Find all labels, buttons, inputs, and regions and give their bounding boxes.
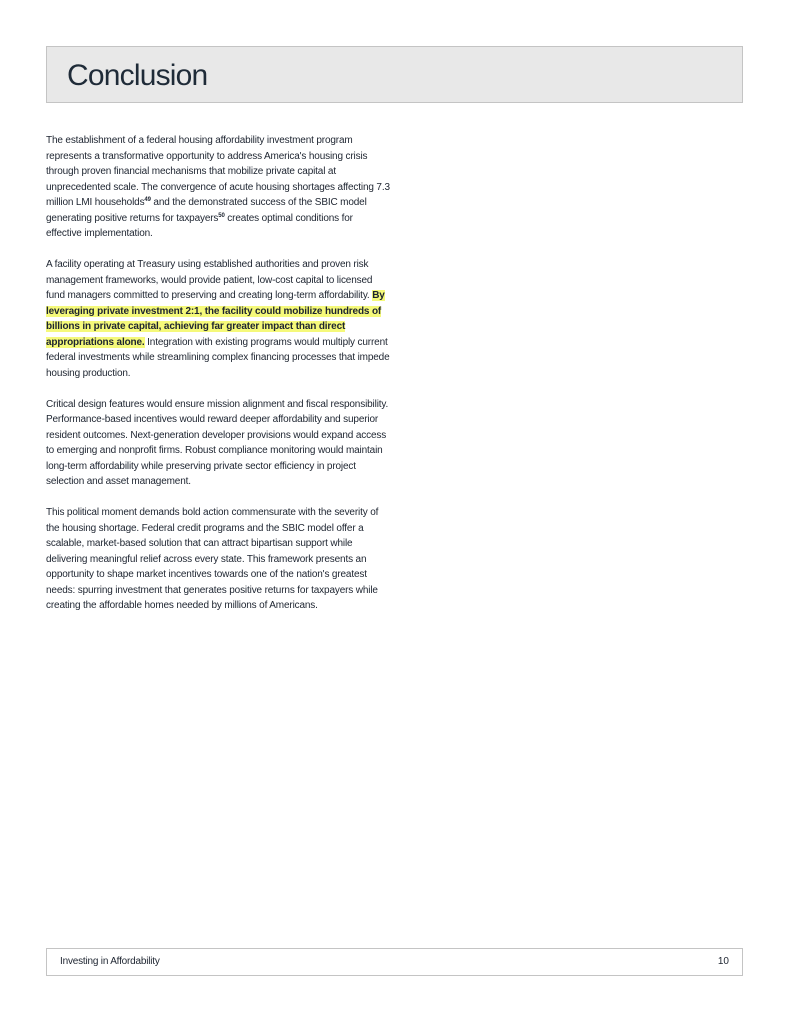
paragraph-2-text-a: A facility operating at Treasury using established authorities and proven risk management frameworks, would provide patient, low-cost capital to licensed fund managers committed to preserving and creating long-term affordability. [46,259,373,301]
paragraph-1-text-a: The establishment of a federal housing affordability investment program represents a transformative opportunity to address America's housing crisis through proven financial mechanisms that mobilize private capital at unprecedented scale. The convergence of acute housing shortages affecting 7.3 million LMI households [46,135,390,208]
footer-document-title: Investing in Affordability [60,956,160,967]
page-number: 10 [717,956,729,967]
footnote-ref-50: 50 [218,212,225,219]
paragraph-2-text-b: Integration with existing programs would multiply current federal investments while streamlining complex financing processes that impede housing production. [46,336,390,379]
paragraph-1 [46,133,391,242]
highlighted-text: By leveraging private investment 2:1, the facility could mobilize hundreds of billions in private capital, achieving far greater impact than direct appropriations alone. [46,290,385,348]
paragraph-3: Critical design features would ensure mission alignment and fiscal responsibility. Performance-based incentives would reward deeper affordability and superior resident outcomes. Next-generation developer provisions would expand access to emerging and nonprofit firms. Robust compliance monitoring would maintain long-term affordability while preserving private sector efficiency in project selection and asset management. [46,398,389,487]
paragraph-4: This political moment demands bold action commensurate with the severity of the housing shortage. Federal credit programs and the SBIC model offer a scalable, market-based solution that can attract bipartisan support while delivering meaningful relief across every state. This framework presents an opportunity to shape market incentives towards one of the nation's greatest needs: spurring investment that generates positive returns for taxpayers while creating the affordable homes needed by millions of Americans. [46,507,379,611]
page-footer [46,948,743,976]
paragraph-1-text-b: and the demonstrated success of the SBIC model generating positive returns for taxpayers [46,197,367,224]
paragraph-2 [46,257,391,381]
section-header-box [46,46,743,103]
section-title: Conclusion [67,59,208,92]
paragraph-1-text-c: creates optimal conditions for effective implementation. [46,212,353,239]
body-text [46,133,391,629]
footnote-ref-49: 49 [144,197,151,203]
